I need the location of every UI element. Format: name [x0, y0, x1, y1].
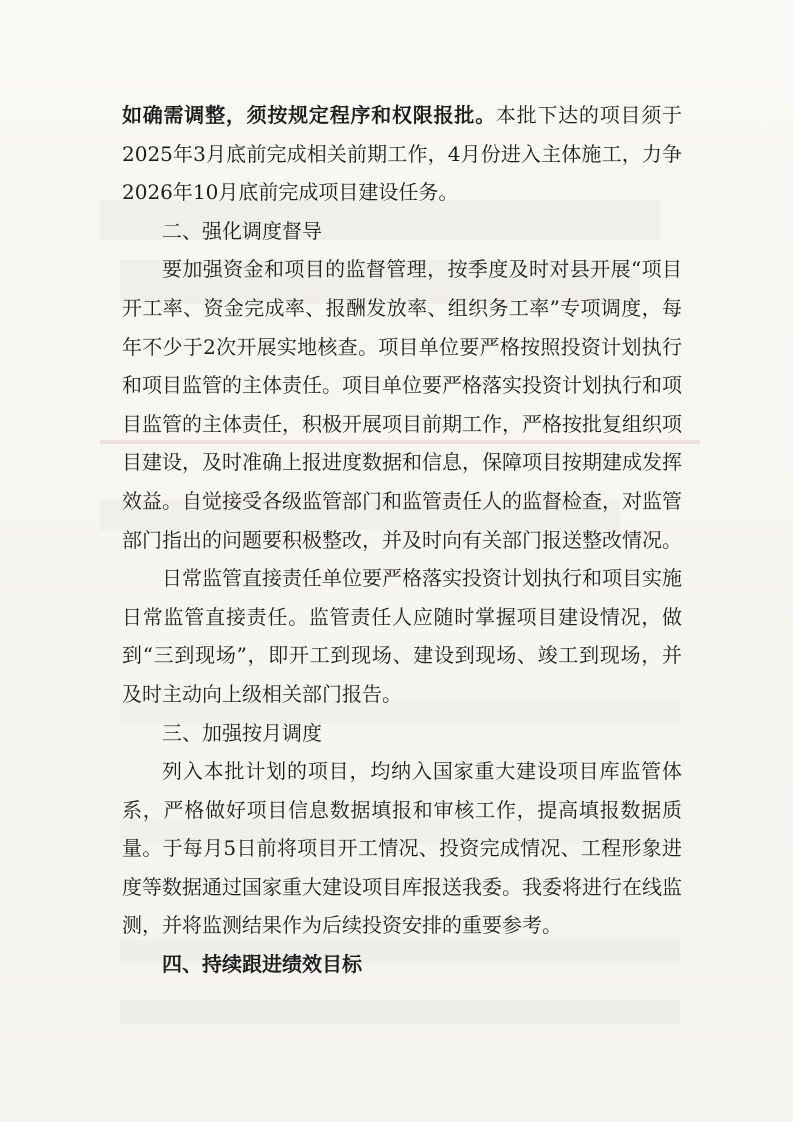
section-heading-3: 三、加强按月调度 — [162, 720, 322, 745]
paragraph-rest: 本批下达的项目须于2025年3月底前完成相关前期工作，4月份进入主体施工，力争2026年10月底前完成项目建设任务。 — [122, 103, 683, 205]
section-heading-4: 四、持续跟进绩效目标 — [162, 952, 362, 977]
document-body — [122, 96, 682, 984]
paragraph-continuation — [122, 96, 682, 212]
section-2-paragraph-1: 要加强资金和项目的监督管理，按季度及时对县开展“项目开工率、资金完成率、报酬发放率、组织务工率”专项调度，每年不少于2次开展实地核查。项目单位要严格按照投资计划执行和项目监管的主体责任。项目单位要严格落实投资计划执行和项目监管的主体责任，积极开展项目前期工作，严格按批复组织项目建设，及时准确上报进度数据和信息，保障项目按期建成发挥效益。自觉接受各级监管部门和监管责任人的监督检查，对监管部门指出的问题要积极整改，并及时向有关部门报送整改情况。 — [122, 257, 682, 552]
section-3-paragraph-1: 列入本批计划的项目，均纳入国家重大建设项目库监管体系，严格做好项目信息数据填报和审核工作，提高填报数据质量。于每月5日前将项目开工情况、投资完成情况、工程形象进度等数据通过国家重大建设项目库报送我委。我委将进行在线监测，并将监测结果作为后续投资安排的重要参考。 — [122, 759, 682, 938]
section-2-paragraph-2: 日常监管直接责任单位要严格落实投资计划执行和项目实施日常监管直接责任。监管责任人应随时掌握项目建设情况，做到“三到现场”，即开工到现场、建设到现场、竣工到现场，并及时主动向上级相关部门报告。 — [122, 566, 682, 706]
section-heading-2: 二、强化调度督导 — [162, 218, 322, 243]
bold-sentence: 如确需调整，须按规定程序和权限报批。 — [122, 103, 496, 127]
